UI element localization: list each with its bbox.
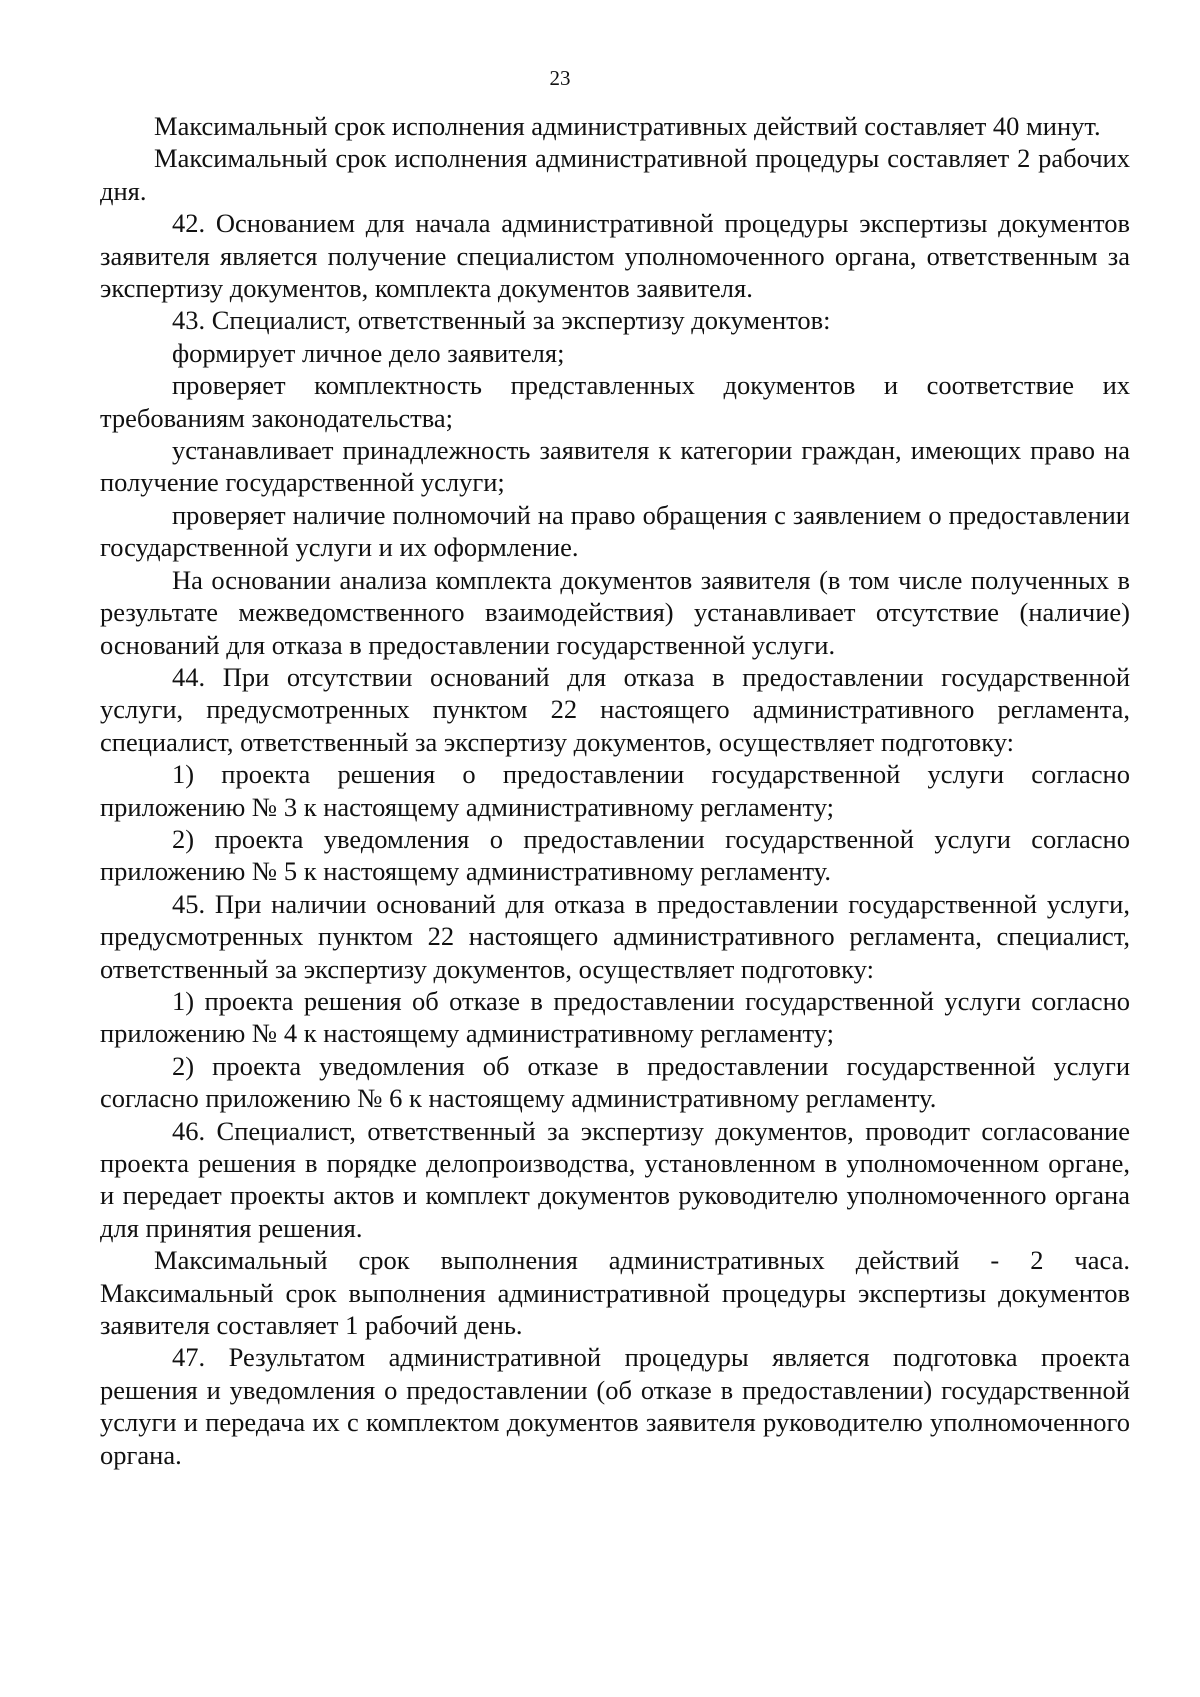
paragraph-43-item-category: устанавливает принадлежность заявителя к категории граждан, имеющих право на получение государственной услуги; (100, 435, 1130, 498)
paragraph-45-item-1: 1) проекта решения об отказе в предоставлении государственной услуги согласно приложению № 4 к настоящему административному регламенту; (100, 985, 1130, 1049)
paragraph-expertise-time-limit: Максимальный срок выполнения административных действий - 2 часа. Максимальный срок выполнения административной процедуры экспертизы документов заявителя составляет 1 рабочий день. (100, 1245, 1130, 1341)
paragraph-43-item-completeness: проверяет комплектность представленных документов и соответствие их требованиям законодательства; (100, 370, 1130, 433)
paragraph-44-item-2: 2) проекта уведомления о предоставлении государственной услуги согласно приложению № 5 к настоящему административному регламенту. (100, 823, 1130, 887)
paragraph-procedure-time-limit: Максимальный срок исполнения административной процедуры составляет 2 рабочих дня. (100, 143, 1130, 206)
paragraph-44-item-1: 1) проекта решения о предоставлении государственной услуги согласно приложению № 3 к настоящему административному регламенту; (100, 759, 1130, 822)
paragraph-45-item-2: 2) проекта уведомления об отказе в предоставлении государственной услуги согласно приложению № 6 к настоящему административному регламенту. (100, 1050, 1130, 1114)
paragraph-47: 47. Результатом административной процедуры является подготовка проекта решения и уведомления о предоставлении (об отказе в предоставлении) государственной услуги и передача их с комплектом документов заявителя руководителю уполномоченного органа. (100, 1342, 1130, 1470)
paragraph-46: 46. Специалист, ответственный за экспертизу документов, проводит согласование проекта решения в порядке делопроизводства, установленном в уполномоченном органе, и передает проекты актов и комплект документов руководителю уполномоченного органа для принятия решения. (100, 1115, 1130, 1243)
paragraph-44: 44. При отсутствии оснований для отказа в предоставлении государственной услуги, предусмотренных пунктом 22 настоящего административного регламента, специалист, ответственный за экспертизу документов, осуществляет подготовку: (100, 661, 1130, 757)
paragraph-45: 45. При наличии оснований для отказа в предоставлении государственной услуги, предусмотренных пунктом 22 настоящего административного регламента, специалист, ответственный за экспертизу документов, осуществляет подготовку: (100, 888, 1130, 984)
document-body (100, 110, 1130, 1471)
paragraph-43-item-file: формирует личное дело заявителя; (172, 337, 565, 368)
paragraph-42: 42. Основанием для начала административной процедуры экспертизы документов заявителя является получение специалистом уполномоченного органа, ответственным за экспертизу документов, комплекта документов заявителя. (100, 208, 1130, 304)
page-number: 23 (549, 66, 571, 90)
paragraph-action-time-limit: Максимальный срок исполнения административных действий составляет 40 минут. (154, 111, 1101, 141)
paragraph-43: 43. Специалист, ответственный за экспертизу документов: (172, 305, 831, 336)
paragraph-43-analysis: На основании анализа комплекта документов заявителя (в том числе полученных в результате межведомственного взаимодействия) устанавливает отсутствие (наличие) оснований для отказа в предоставлении государственной услуги. (100, 564, 1130, 660)
paragraph-43-item-authority: проверяет наличие полномочий на право обращения с заявлением о предоставлении государственной услуги и их оформление. (100, 499, 1130, 563)
